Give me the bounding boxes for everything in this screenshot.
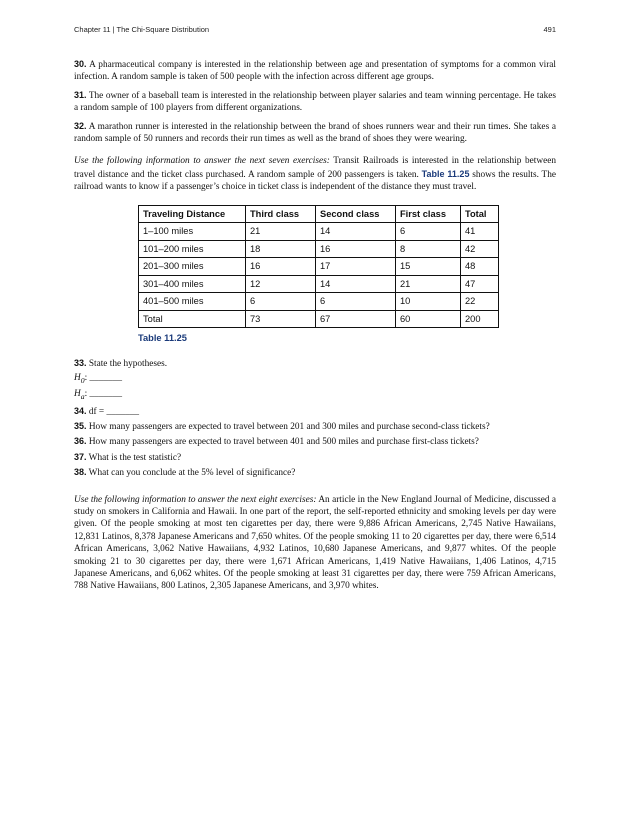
table-cell: 6 bbox=[316, 293, 396, 311]
exercise-number: 36. bbox=[74, 436, 87, 447]
h0-subscript: 0 bbox=[80, 375, 85, 385]
table-row bbox=[139, 275, 499, 293]
h0-symbol: H bbox=[74, 372, 81, 383]
exercise-number: 31. bbox=[74, 89, 87, 100]
chapter-title: Chapter 11 | The Chi-Square Distribution bbox=[74, 25, 210, 34]
table-cell: 17 bbox=[316, 258, 396, 276]
alt-hypothesis-line bbox=[74, 388, 556, 403]
intro-paragraph-2 bbox=[74, 494, 556, 593]
intro-text-b: shows the results. The railroad wants to know if a passenger’s choice in ticket class is independent of the distance they must travel. bbox=[74, 169, 556, 193]
exercise-number: 37. bbox=[74, 451, 87, 462]
table-cell: 12 bbox=[246, 275, 316, 293]
exercise-number: 35. bbox=[74, 420, 87, 431]
exercise-text: A marathon runner is interested in the relationship between the brand of shoes runners wear and their run times. She takes a random sample of 50 runners and records their run times as well as the brand of shoes they were wearing. bbox=[74, 121, 557, 145]
exercise-number: 33. bbox=[74, 357, 87, 368]
exercise-text: How many passengers are expected to travel between 201 and 300 miles and purchase second-class tickets? bbox=[88, 421, 490, 432]
table-reference-link[interactable]: Table 11.25 bbox=[421, 168, 470, 179]
table-row bbox=[139, 258, 499, 276]
exercise-32 bbox=[74, 120, 556, 146]
ha-symbol: H bbox=[74, 389, 81, 400]
table-cell: Total bbox=[139, 310, 246, 328]
table-cell: 10 bbox=[396, 293, 461, 311]
intro-italic: Use the following information to answer the next eight exercises: bbox=[74, 494, 317, 505]
exercise-number: 34. bbox=[74, 405, 87, 416]
exercise-text: How many passengers are expected to travel between 401 and 500 miles and purchase first-class tickets? bbox=[88, 437, 479, 448]
exercise-36 bbox=[74, 435, 556, 448]
table-cell: 301–400 miles bbox=[139, 275, 246, 293]
exercise-number: 30. bbox=[74, 59, 87, 69]
table-caption: Table 11.25 bbox=[138, 333, 187, 344]
data-table bbox=[138, 205, 499, 329]
table-cell: 47 bbox=[461, 275, 499, 293]
page-content bbox=[74, 58, 556, 598]
exercise-34 bbox=[74, 405, 556, 418]
table-header-cell: Second class bbox=[316, 205, 396, 223]
exercise-37 bbox=[74, 451, 556, 464]
page-number: 491 bbox=[543, 25, 556, 34]
table-cell: 200 bbox=[461, 310, 499, 328]
table-cell: 6 bbox=[396, 223, 461, 241]
table-cell: 41 bbox=[461, 223, 499, 241]
intro-text-a: Transit Railroads is interested in the relationship between travel distance and the ticket class purchased. A random sample of 200 passengers is taken. bbox=[74, 156, 556, 180]
exercise-number: 32. bbox=[74, 120, 87, 131]
table-header-row bbox=[139, 205, 499, 223]
table-cell: 67 bbox=[316, 310, 396, 328]
table-header-cell: Traveling Distance bbox=[139, 205, 246, 223]
table-cell: 42 bbox=[461, 240, 499, 258]
table-row bbox=[139, 240, 499, 258]
table-cell: 1–100 miles bbox=[139, 223, 246, 241]
table-total-row bbox=[139, 310, 499, 328]
intro-text: An article in the New England Journal of Medicine, discussed a study on smokers in California and Hawaii. In one part of the report, the self-reported ethnicity and smoking levels per day were given. Of the people smoking at most ten cigarettes per day, there were 9,886 African Americans, 2,745 Native Hawaiians, 12,831 Latinos, 8,378 Japanese Americans and 7,650 whites. Of the people smoking 11 to 20 cigarettes per day, there were 6,514 African Americans, 3,062 Native Hawaiians, 4,932 Latinos, 10,680 Japanese Americans, and 9,877 whites. Of the people smoking 21 to 30 cigarettes per day, there were 1,671 African Americans, 1,419 Native Hawaiians, 1,406 Latinos, 4,715 Japanese Americans, and 6,062 whites. Of the people smoking at least 31 cigarettes per day, there were 759 African Americans, 788 Native Hawaiians, 800 Latinos, 2,305 Japanese Americans, and 3,970 whites. bbox=[74, 494, 557, 592]
h0-blank: : _______ bbox=[84, 372, 123, 383]
exercise-38 bbox=[74, 466, 556, 479]
exercise-33 bbox=[74, 357, 556, 370]
table-header-cell: First class bbox=[396, 205, 461, 223]
table-cell: 16 bbox=[246, 258, 316, 276]
exercise-35 bbox=[74, 420, 556, 433]
table-cell: 101–200 miles bbox=[139, 240, 246, 258]
table-cell: 18 bbox=[246, 240, 316, 258]
table-header-cell: Total bbox=[461, 205, 499, 223]
ha-subscript: a bbox=[80, 392, 85, 402]
exercise-text: What can you conclude at the 5% level of significance? bbox=[88, 468, 296, 479]
table-cell: 21 bbox=[396, 275, 461, 293]
exercise-31 bbox=[74, 89, 556, 115]
table-cell: 14 bbox=[316, 275, 396, 293]
exercise-text: State the hypotheses. bbox=[88, 358, 168, 369]
table-cell: 14 bbox=[316, 223, 396, 241]
table-cell: 15 bbox=[396, 258, 461, 276]
exercise-text: A pharmaceutical company is interested in the relationship between age and presentation of symptoms for a common viral infection. A random sample is taken of 500 people with the infection across different age groups. bbox=[74, 60, 557, 83]
page-header bbox=[74, 25, 556, 37]
table-cell: 6 bbox=[246, 293, 316, 311]
table-row bbox=[139, 223, 499, 241]
intro-italic: Use the following information to answer the next seven exercises: bbox=[74, 156, 330, 167]
table-cell: 22 bbox=[461, 293, 499, 311]
table-cell: 16 bbox=[316, 240, 396, 258]
table-header-cell: Third class bbox=[246, 205, 316, 223]
exercise-text: The owner of a baseball team is interested in the relationship between player salaries and team winning percentage. He takes a random sample of 100 players from different organizations. bbox=[74, 90, 556, 114]
table-cell: 73 bbox=[246, 310, 316, 328]
table-cell: 401–500 miles bbox=[139, 293, 246, 311]
exercise-text: What is the test statistic? bbox=[88, 452, 182, 463]
exercise-text: df = _______ bbox=[88, 406, 140, 417]
table-cell: 8 bbox=[396, 240, 461, 258]
table-row bbox=[139, 293, 499, 311]
exercise-number: 38. bbox=[74, 467, 87, 478]
table-cell: 201–300 miles bbox=[139, 258, 246, 276]
intro-paragraph-1 bbox=[74, 155, 556, 193]
table-cell: 48 bbox=[461, 258, 499, 276]
exercise-30 bbox=[74, 58, 556, 84]
table-cell: 21 bbox=[246, 223, 316, 241]
null-hypothesis-line bbox=[74, 372, 556, 387]
table-cell: 60 bbox=[396, 310, 461, 328]
ha-blank: : _______ bbox=[84, 389, 123, 400]
